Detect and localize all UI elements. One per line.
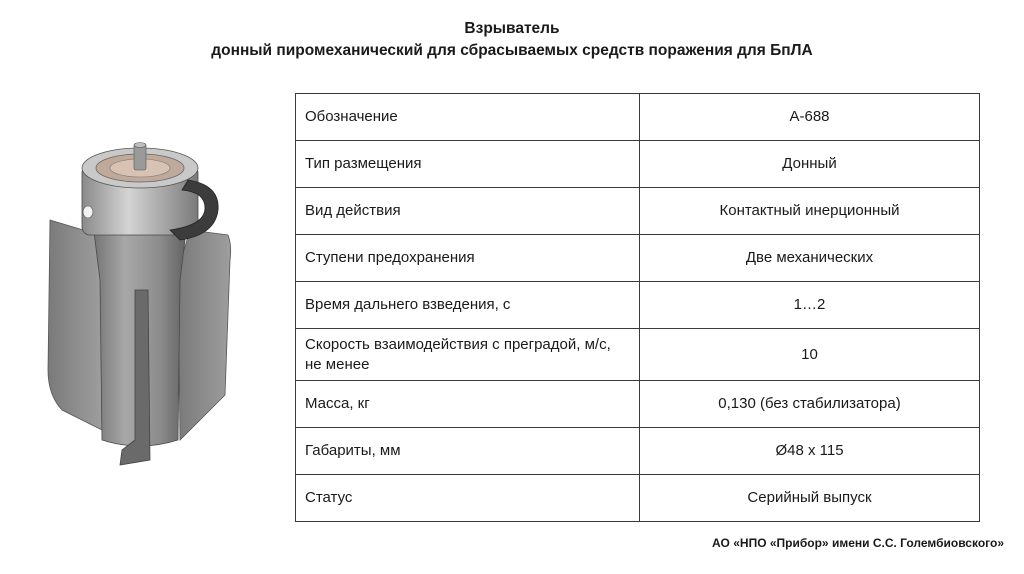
value-cell: 1…2 <box>640 282 980 329</box>
param-cell: Скорость взаимодействия с преградой, м/с, не менее <box>296 329 640 381</box>
organization-footer: АО «НПО «Прибор» имени С.С. Голембиовского» <box>712 536 1004 550</box>
table-row <box>296 428 980 475</box>
value-cell: Серийный выпуск <box>640 475 980 522</box>
value-cell: Контактный инерционный <box>640 188 980 235</box>
table-row <box>296 282 980 329</box>
param-cell: Вид действия <box>296 188 640 235</box>
param-cell: Масса, кг <box>296 381 640 428</box>
table-row <box>296 235 980 282</box>
table-row <box>296 188 980 235</box>
title-line-1: Взрыватель <box>464 20 560 37</box>
fuze-illustration <box>40 140 240 470</box>
param-cell: Статус <box>296 475 640 522</box>
value-cell: 10 <box>640 329 980 381</box>
value-cell: 0,130 (без стабилизатора) <box>640 381 980 428</box>
param-cell: Ступени предохранения <box>296 235 640 282</box>
value-cell: Две механических <box>640 235 980 282</box>
param-cell: Обозначение <box>296 94 640 141</box>
page-title <box>0 18 1024 62</box>
specifications-table <box>295 93 980 522</box>
table-row <box>296 94 980 141</box>
title-line-2: донный пиромеханический для сбрасываемых средств поражения для БпЛА <box>211 42 813 59</box>
value-cell: Донный <box>640 141 980 188</box>
table-row <box>296 141 980 188</box>
table-row <box>296 475 980 522</box>
table-row <box>296 381 980 428</box>
param-cell: Тип размещения <box>296 141 640 188</box>
table-row <box>296 329 980 381</box>
value-cell: А-688 <box>640 94 980 141</box>
value-cell: Ø48 х 115 <box>640 428 980 475</box>
param-cell: Габариты, мм <box>296 428 640 475</box>
param-cell: Время дальнего взведения, с <box>296 282 640 329</box>
